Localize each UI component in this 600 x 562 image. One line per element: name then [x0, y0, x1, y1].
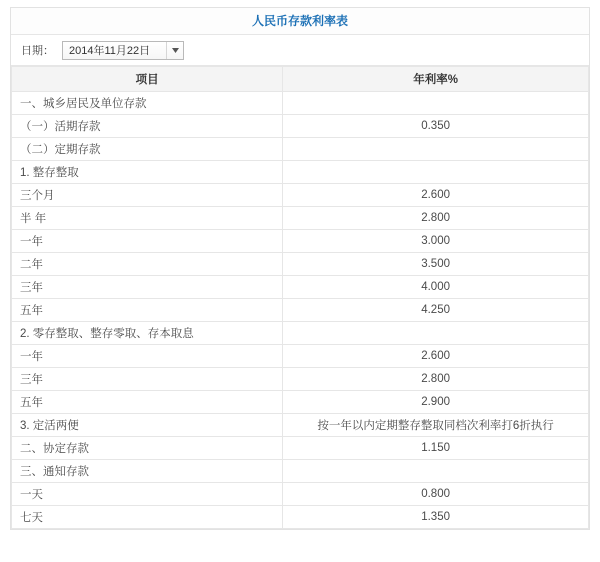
row-value	[283, 138, 589, 161]
row-value	[283, 92, 589, 115]
row-label: 三、通知存款	[12, 460, 283, 483]
row-value: 2.800	[283, 368, 589, 391]
row-label: 2. 零存整取、整存零取、存本取息	[12, 322, 283, 345]
row-value: 2.600	[283, 345, 589, 368]
date-filter-bar	[11, 35, 589, 66]
page-title: 人民币存款利率表	[11, 8, 589, 35]
row-label: 一、城乡居民及单位存款	[12, 92, 283, 115]
table-row	[12, 391, 589, 414]
row-label: （二）定期存款	[12, 138, 283, 161]
rates-table	[11, 66, 589, 529]
table-row	[12, 483, 589, 506]
row-label: 三个月	[12, 184, 283, 207]
table-row	[12, 253, 589, 276]
table-row	[12, 276, 589, 299]
row-value: 4.000	[283, 276, 589, 299]
row-label: 3. 定活两便	[12, 414, 283, 437]
table-row	[12, 184, 589, 207]
table-row	[12, 230, 589, 253]
table-row	[12, 161, 589, 184]
row-value: 0.800	[283, 483, 589, 506]
table-row	[12, 345, 589, 368]
row-label: 五年	[12, 391, 283, 414]
row-value: 2.900	[283, 391, 589, 414]
row-value: 3.500	[283, 253, 589, 276]
table-row	[12, 138, 589, 161]
rates-table-body	[12, 92, 589, 529]
chevron-down-icon[interactable]	[166, 42, 183, 59]
row-value: 3.000	[283, 230, 589, 253]
row-value: 1.150	[283, 437, 589, 460]
row-value	[283, 460, 589, 483]
row-value: 4.250	[283, 299, 589, 322]
row-label: 二、协定存款	[12, 437, 283, 460]
column-header-item: 项目	[12, 67, 283, 92]
table-row	[12, 92, 589, 115]
date-select-value: 2014年11月22日	[69, 45, 151, 57]
row-label: （一）活期存款	[12, 115, 283, 138]
table-header-row	[12, 67, 589, 92]
row-label: 半 年	[12, 207, 283, 230]
row-value	[283, 161, 589, 184]
table-row	[12, 414, 589, 437]
rate-table-card	[10, 7, 590, 530]
date-filter-label: 日期：	[21, 45, 54, 57]
table-row	[12, 437, 589, 460]
row-label: 1. 整存整取	[12, 161, 283, 184]
table-row	[12, 506, 589, 529]
row-label: 七天	[12, 506, 283, 529]
row-label: 一年	[12, 230, 283, 253]
row-label: 二年	[12, 253, 283, 276]
row-value: 2.800	[283, 207, 589, 230]
table-row	[12, 115, 589, 138]
row-value: 2.600	[283, 184, 589, 207]
table-row	[12, 368, 589, 391]
row-label: 一年	[12, 345, 283, 368]
row-value: 0.350	[283, 115, 589, 138]
column-header-rate: 年利率%	[283, 67, 589, 92]
row-label: 三年	[12, 368, 283, 391]
table-row	[12, 299, 589, 322]
date-select[interactable]	[62, 41, 184, 60]
row-value	[283, 322, 589, 345]
table-row	[12, 207, 589, 230]
row-label: 三年	[12, 276, 283, 299]
table-row	[12, 322, 589, 345]
row-value: 按一年以内定期整存整取同档次利率打6折执行	[283, 414, 589, 437]
table-row	[12, 460, 589, 483]
row-label: 一天	[12, 483, 283, 506]
row-label: 五年	[12, 299, 283, 322]
row-value: 1.350	[283, 506, 589, 529]
